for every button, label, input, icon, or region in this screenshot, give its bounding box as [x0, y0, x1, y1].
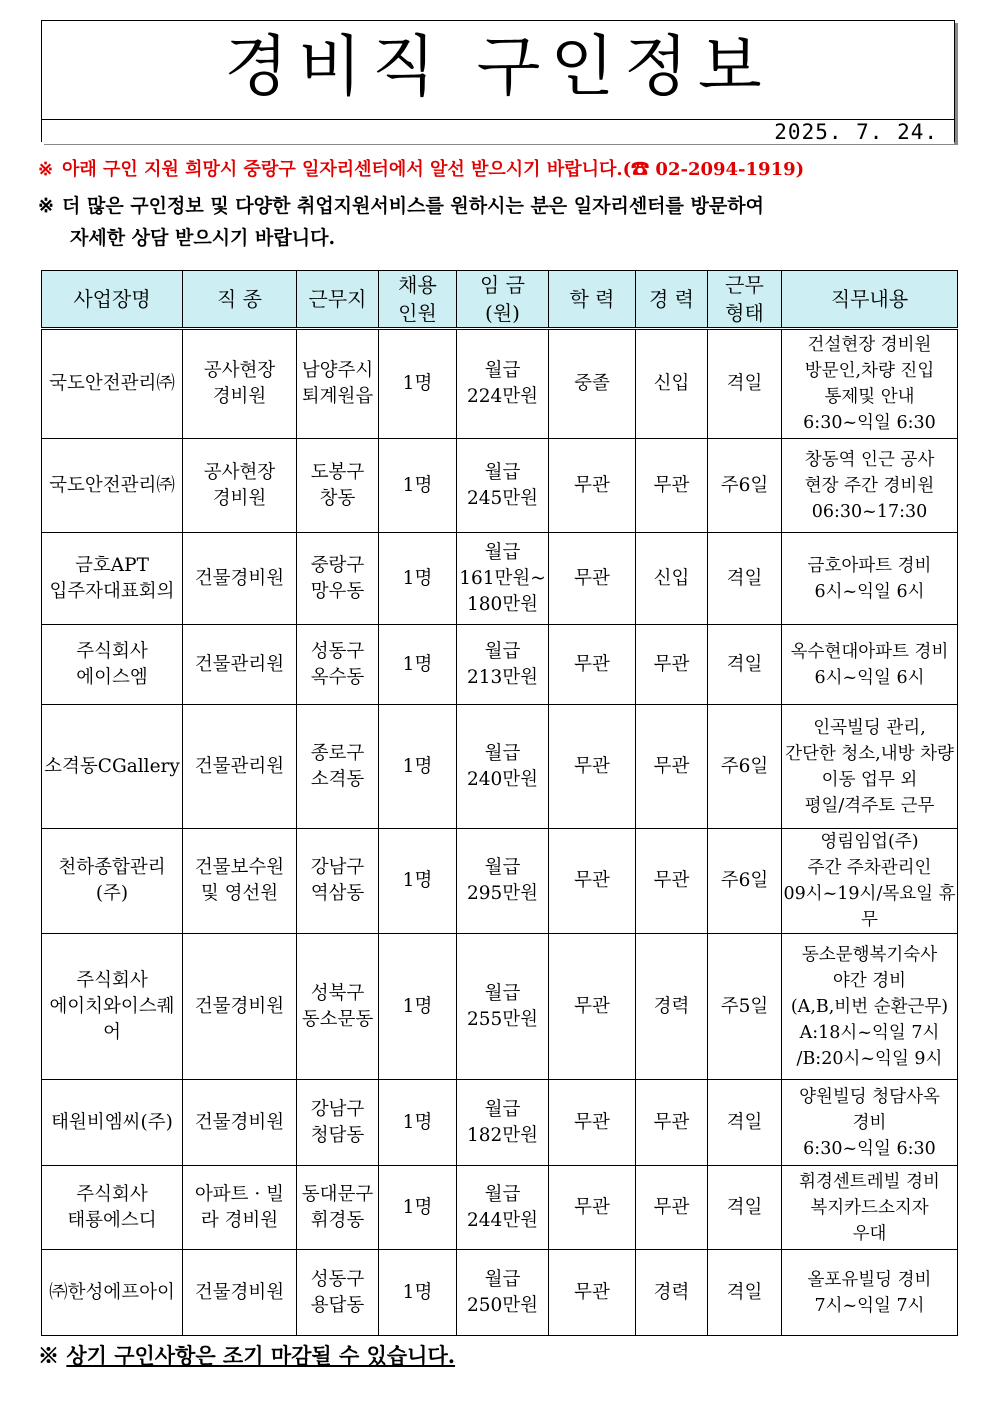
cell-wage-line: 250만원	[466, 1294, 539, 1316]
cell-job-line: 라 경비원	[200, 1209, 279, 1231]
cell-company	[42, 329, 183, 439]
cell-location-line: 성동구	[310, 640, 365, 662]
cell-duty-line: 복지카드소지자	[810, 1197, 929, 1218]
cell-location-line: 동대문구	[301, 1183, 374, 1205]
cell-duty-line: /B:20시~익일 9시	[796, 1048, 943, 1069]
cell-experience: 경력	[636, 1250, 708, 1336]
cell-company	[42, 439, 183, 533]
cell-company-line: 주식회사	[76, 640, 148, 662]
cell-duty-line: 영림임업(주)	[820, 832, 919, 852]
cell-shift: 주6일	[708, 439, 782, 533]
cell-wage-line: 244만원	[466, 1209, 539, 1231]
cell-hires: 1명	[379, 934, 457, 1080]
cell-duty-line: 창동역 인근 공사	[804, 449, 935, 470]
cell-job-line: 경비원	[212, 487, 267, 509]
cell-company	[42, 934, 183, 1080]
header-education: 학 력	[549, 271, 636, 329]
cell-wage-line: 월급	[484, 857, 521, 878]
cell-job-line: 경비원	[212, 386, 267, 407]
cell-duty-line: 금호아파트 경비	[807, 555, 932, 576]
cell-duty	[782, 1166, 958, 1250]
cell-experience: 신입	[636, 329, 708, 439]
cell-shift: 주6일	[708, 829, 782, 934]
cell-company	[42, 705, 183, 829]
cell-duty	[782, 533, 958, 625]
cell-duty	[782, 1250, 958, 1336]
page-title: 경비직 구인정보	[224, 28, 772, 105]
cell-duty-line: 6:30~익일 6:30	[803, 1138, 936, 1159]
cell-duty-line: 6:30~익일 6:30	[803, 413, 936, 433]
table-row	[42, 533, 958, 625]
table-row	[42, 829, 958, 934]
cell-job	[183, 705, 297, 829]
cell-wage-line: 월급	[484, 982, 521, 1004]
cell-job-line: 건물관리원	[194, 653, 285, 675]
cell-duty-line: 7시~익일 7시	[814, 1295, 925, 1316]
cell-shift: 주6일	[708, 705, 782, 829]
posting-date: 2025. 7. 24.	[774, 120, 938, 144]
cell-company-line: 태원비엠씨(주)	[51, 1111, 173, 1133]
cell-company-line: 주식회사	[76, 969, 148, 991]
cell-shift: 격일	[708, 1080, 782, 1166]
cell-job-line: 및 영선원	[200, 883, 279, 904]
job-rows	[42, 329, 958, 1336]
cell-location-line: 강남구	[310, 857, 365, 878]
cell-shift: 격일	[708, 329, 782, 439]
cell-wage	[457, 1250, 549, 1336]
cell-duty	[782, 829, 958, 934]
cell-hires: 1명	[379, 1166, 457, 1250]
cell-duty	[782, 705, 958, 829]
cell-wage-line: 161만원~	[459, 567, 546, 589]
cell-location-line: 남양주시	[301, 360, 374, 381]
cell-wage-line: 255만원	[466, 1008, 539, 1030]
cell-duty	[782, 329, 958, 439]
cell-job	[183, 1080, 297, 1166]
cell-education: 무관	[549, 439, 636, 533]
header-shift: 근무 형태	[708, 271, 782, 329]
cell-experience: 무관	[636, 829, 708, 934]
cell-education: 무관	[549, 1250, 636, 1336]
cell-location-line: 역삼동	[310, 883, 365, 904]
cell-shift: 격일	[708, 625, 782, 705]
cell-location	[297, 1080, 379, 1166]
cell-company-line: 에이스엠	[76, 666, 148, 688]
cell-duty-line: 09시~19시/목요일 휴무	[783, 884, 956, 930]
cell-location-line: 성북구	[310, 982, 365, 1004]
cell-duty-line: 통제및 안내	[824, 387, 915, 407]
cell-wage	[457, 829, 549, 934]
cell-company-line: 입주자대표회의	[49, 580, 175, 602]
cell-wage-line: 245만원	[466, 487, 539, 509]
cell-hires: 1명	[379, 829, 457, 934]
cell-job	[183, 829, 297, 934]
cell-location	[297, 1250, 379, 1336]
cell-job-line: 건물경비원	[194, 1111, 285, 1133]
cell-job	[183, 439, 297, 533]
cell-job-line: 건물경비원	[194, 1281, 285, 1303]
cell-location-line: 창동	[319, 487, 356, 509]
cell-company-line: 주식회사	[76, 1183, 148, 1205]
cell-wage-line: 월급	[484, 1268, 521, 1290]
cell-duty-line: 6시~익일 6시	[814, 581, 925, 602]
cell-location-line: 휘경동	[310, 1209, 365, 1231]
cell-location-line: 도봉구	[310, 461, 365, 483]
cell-location	[297, 329, 379, 439]
cell-shift: 격일	[708, 1250, 782, 1336]
contact-notice-text: 아래 구인 지원 희망시 중랑구 일자리센터에서 알선 받으시기 바랍니다.(☎ 02-2094-1919)	[62, 159, 805, 180]
cell-experience: 무관	[636, 705, 708, 829]
cell-hires: 1명	[379, 1080, 457, 1166]
header-job: 직 종	[183, 271, 297, 329]
cell-duty-line: 동소문행복기숙사	[801, 944, 938, 965]
table-row	[42, 705, 958, 829]
cell-duty-line: A:18시~익일 7시	[799, 1022, 940, 1043]
header-company: 사업장명	[42, 271, 183, 329]
cell-location-line: 퇴계원읍	[301, 386, 374, 407]
cell-education: 무관	[549, 1166, 636, 1250]
cell-wage-line: 180만원	[466, 593, 539, 615]
cell-company-line: (주)	[95, 883, 129, 904]
cell-duty	[782, 439, 958, 533]
cell-wage-line: 월급	[484, 541, 521, 563]
cell-hires: 1명	[379, 705, 457, 829]
cell-location-line: 청담동	[310, 1124, 365, 1146]
cell-location-line: 성동구	[310, 1268, 365, 1290]
info-notice	[38, 190, 958, 254]
cell-location	[297, 934, 379, 1080]
cell-duty-line: 경비	[852, 1112, 887, 1133]
cell-hires: 1명	[379, 1250, 457, 1336]
cell-duty	[782, 934, 958, 1080]
cell-duty	[782, 625, 958, 705]
cell-experience: 신입	[636, 533, 708, 625]
footer-text: 상기 구인사항은 조기 마감될 수 있습니다.	[66, 1343, 456, 1368]
cell-location	[297, 439, 379, 533]
cell-education: 무관	[549, 1080, 636, 1166]
cell-wage-line: 213만원	[466, 666, 539, 688]
notice-mark: ※	[38, 159, 54, 180]
table-row	[42, 1166, 958, 1250]
info-notice-line2: 자세한 상담 받으시기 바랍니다.	[70, 227, 336, 249]
header-hires: 채용 인원	[379, 271, 457, 329]
footer-note	[38, 1340, 455, 1372]
cell-company-line: ㈜한성에프아이	[49, 1281, 175, 1303]
table-header-row	[42, 271, 958, 329]
cell-location-line: 중랑구	[310, 554, 365, 576]
cell-duty-line: 평일/격주토 근무	[804, 795, 935, 816]
cell-shift: 격일	[708, 533, 782, 625]
table-row	[42, 1080, 958, 1166]
table-row	[42, 625, 958, 705]
cell-location-line: 종로구	[310, 742, 365, 764]
cell-education: 중졸	[549, 329, 636, 439]
cell-location	[297, 533, 379, 625]
cell-wage-line: 월급	[484, 360, 521, 381]
title-box	[41, 20, 955, 142]
cell-company	[42, 1166, 183, 1250]
header-wage: 임 금 (원)	[457, 271, 549, 329]
cell-duty-line: 6시~익일 6시	[814, 667, 925, 688]
cell-wage-line: 182만원	[466, 1124, 539, 1146]
cell-location-line: 망우동	[310, 580, 365, 602]
cell-duty-line: 현장 주간 경비원	[804, 475, 935, 496]
cell-company-line: 금호APT	[75, 554, 149, 576]
cell-job	[183, 329, 297, 439]
cell-experience: 경력	[636, 934, 708, 1080]
cell-job	[183, 533, 297, 625]
cell-education: 무관	[549, 625, 636, 705]
cell-duty-line: 인곡빌딩 관리,	[813, 717, 926, 738]
cell-company-line: 소격동CGallery	[44, 755, 180, 777]
cell-wage-line: 월급	[484, 461, 521, 483]
cell-company	[42, 829, 183, 934]
cell-location	[297, 625, 379, 705]
job-listing-table	[41, 270, 958, 1336]
cell-education: 무관	[549, 705, 636, 829]
header-duty: 직무내용	[782, 271, 958, 329]
cell-duty-line: 우대	[852, 1223, 887, 1244]
header-location: 근무지	[297, 271, 379, 329]
table-row	[42, 934, 958, 1080]
cell-duty-line: 올포유빌딩 경비	[807, 1269, 932, 1290]
cell-duty-line: 주간 주차관리인	[807, 858, 932, 878]
cell-company-line: 태룡에스디	[67, 1209, 157, 1231]
cell-duty-line: 휘경센트레빌 경비	[799, 1171, 940, 1192]
cell-job-line: 건물보수원	[194, 857, 285, 878]
cell-duty-line: 방문인,차량 진입	[804, 361, 935, 381]
cell-duty-line: 양원빌딩 청담사옥	[799, 1086, 940, 1107]
cell-duty-line: (A,B,비번 순환근무)	[790, 996, 949, 1017]
table-row	[42, 1250, 958, 1336]
cell-wage	[457, 329, 549, 439]
cell-experience: 무관	[636, 439, 708, 533]
cell-location	[297, 705, 379, 829]
cell-experience: 무관	[636, 1080, 708, 1166]
cell-location-line: 옥수동	[310, 666, 365, 688]
contact-notice	[38, 154, 958, 186]
table-row	[42, 329, 958, 439]
cell-company	[42, 625, 183, 705]
cell-company-line: 천하종합관리	[58, 857, 166, 878]
cell-experience: 무관	[636, 625, 708, 705]
cell-duty-line: 간단한 청소,내방 차량	[785, 743, 954, 764]
info-notice-line1: 더 많은 구인정보 및 다양한 취업지원서비스를 원하시는 분은 일자리센터를 방문하여	[62, 195, 764, 217]
cell-shift: 격일	[708, 1166, 782, 1250]
cell-education: 무관	[549, 533, 636, 625]
cell-location-line: 소격동	[310, 768, 365, 790]
cell-job	[183, 625, 297, 705]
cell-duty-line: 06:30~17:30	[811, 501, 928, 522]
cell-wage-line: 295만원	[466, 883, 539, 904]
cell-wage-line: 월급	[484, 742, 521, 764]
cell-location-line: 용답동	[310, 1294, 365, 1316]
cell-company	[42, 1080, 183, 1166]
cell-job-line: 아파트 · 빌	[194, 1183, 285, 1205]
cell-job-line: 공사현장	[203, 461, 276, 483]
cell-wage	[457, 1166, 549, 1250]
cell-company-line: 에이치와이스퀘어	[49, 995, 175, 1043]
cell-company-line: 국도안전관리㈜	[49, 373, 175, 394]
cell-job-line: 건물관리원	[194, 755, 285, 777]
cell-wage-line: 월급	[484, 1183, 521, 1205]
cell-location	[297, 829, 379, 934]
cell-location	[297, 1166, 379, 1250]
header-experience: 경 력	[636, 271, 708, 329]
cell-wage-line: 224만원	[466, 386, 539, 407]
cell-hires: 1명	[379, 329, 457, 439]
cell-wage	[457, 533, 549, 625]
cell-duty-line: 옥수현대아파트 경비	[790, 641, 949, 662]
cell-wage	[457, 439, 549, 533]
cell-education: 무관	[549, 829, 636, 934]
cell-duty	[782, 1080, 958, 1166]
cell-duty-line: 건설현장 경비원	[807, 335, 932, 355]
cell-company	[42, 533, 183, 625]
cell-wage-line: 월급	[484, 640, 521, 662]
cell-job	[183, 1250, 297, 1336]
cell-wage	[457, 705, 549, 829]
cell-location-line: 동소문동	[301, 1008, 374, 1030]
cell-job	[183, 1166, 297, 1250]
cell-wage	[457, 1080, 549, 1166]
cell-job-line: 건물경비원	[194, 995, 285, 1017]
date-bar	[42, 119, 954, 144]
cell-wage	[457, 625, 549, 705]
notice-mark: ※	[38, 195, 54, 217]
cell-hires: 1명	[379, 439, 457, 533]
cell-job	[183, 934, 297, 1080]
cell-shift: 주5일	[708, 934, 782, 1080]
cell-hires: 1명	[379, 625, 457, 705]
cell-job-line: 공사현장	[203, 360, 276, 381]
cell-experience: 무관	[636, 1166, 708, 1250]
cell-job-line: 건물경비원	[194, 567, 285, 589]
table-row	[42, 439, 958, 533]
cell-wage	[457, 934, 549, 1080]
cell-wage-line: 240만원	[466, 768, 539, 790]
cell-company	[42, 1250, 183, 1336]
cell-wage-line: 월급	[484, 1098, 521, 1120]
cell-hires: 1명	[379, 533, 457, 625]
cell-education: 무관	[549, 934, 636, 1080]
footer-mark: ※	[38, 1343, 59, 1368]
cell-location-line: 강남구	[310, 1098, 365, 1120]
cell-company-line: 국도안전관리㈜	[49, 474, 175, 496]
cell-duty-line: 야간 경비	[832, 970, 907, 991]
cell-duty-line: 이동 업무 외	[821, 769, 918, 790]
